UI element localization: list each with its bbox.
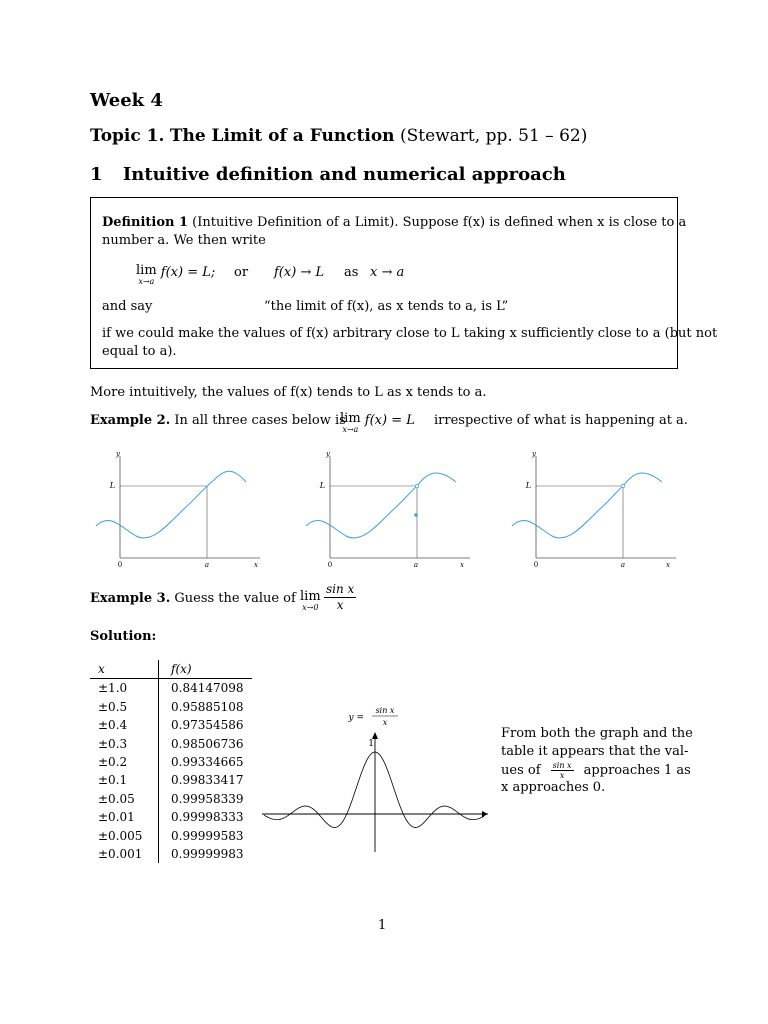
cell-x: ±0.005 bbox=[98, 828, 143, 843]
graph-2-a-label: a bbox=[413, 561, 419, 569]
graph-3-a-label: a bbox=[620, 561, 626, 569]
sinc-y-arrowhead bbox=[372, 732, 378, 739]
cell-fx: 0.95885108 bbox=[159, 698, 252, 716]
topic-label: Topic 1. bbox=[90, 126, 165, 146]
cell-x: ±0.2 bbox=[98, 755, 128, 770]
table-row bbox=[90, 845, 252, 863]
limit-operator: lim x→a bbox=[136, 263, 157, 286]
cell-x: ±0.001 bbox=[98, 847, 143, 862]
graph-3-curve-right bbox=[623, 473, 662, 486]
example3-text: Guess the value of bbox=[174, 591, 296, 606]
definition-condition-2: equal to a). bbox=[102, 344, 177, 359]
example2-text-a: In all three cases below is bbox=[174, 413, 346, 428]
cell-x: ±0.1 bbox=[98, 773, 128, 788]
table-row bbox=[90, 716, 252, 734]
conclusion-ues-of: ues of bbox=[501, 763, 541, 778]
graph-2-y-label: y bbox=[326, 450, 330, 458]
graph-3-L-label: L bbox=[525, 481, 531, 490]
topic-title: The Limit of a Function bbox=[169, 126, 395, 146]
example3-limit bbox=[300, 590, 321, 612]
sinc-graph bbox=[260, 702, 492, 862]
topic-reference: (Stewart, pp. 51 – 62) bbox=[399, 126, 588, 146]
cell-x: ±0.5 bbox=[98, 699, 128, 714]
cell-x: ±0.3 bbox=[98, 736, 128, 751]
limit-graphs bbox=[90, 446, 680, 576]
conclusion-line-3 bbox=[501, 761, 691, 780]
header-x: x bbox=[90, 660, 159, 679]
week-heading: Week 4 bbox=[90, 90, 163, 111]
header-fx: f(x) bbox=[159, 660, 252, 679]
graph-3 bbox=[512, 450, 676, 569]
graph-1-y-label: y bbox=[116, 450, 120, 458]
graph-2-x-label: x bbox=[460, 561, 464, 569]
conclusion-line-1: From both the graph and the bbox=[501, 726, 693, 741]
graph-3-x-label: x bbox=[666, 561, 670, 569]
example2-label: Example 2. bbox=[90, 413, 171, 428]
section-number: 1 bbox=[90, 164, 103, 185]
graph-1 bbox=[96, 450, 260, 569]
example2-limit-expression: f(x) = L bbox=[364, 413, 415, 428]
section-heading bbox=[90, 164, 566, 185]
example2-lead bbox=[90, 412, 346, 430]
example2-limit-operator: lim x→a bbox=[340, 411, 361, 434]
solution-label: Solution: bbox=[90, 629, 157, 644]
graph-2 bbox=[306, 450, 470, 569]
sinc-numerator: sin x bbox=[375, 706, 395, 715]
cell-fx: 0.84147098 bbox=[159, 679, 252, 698]
sinc-denominator: x bbox=[382, 718, 388, 727]
example3-label: Example 3. bbox=[90, 591, 171, 606]
cell-fx: 0.97354586 bbox=[159, 716, 252, 734]
definition-and-say: and say bbox=[102, 299, 153, 314]
cell-x: ±0.4 bbox=[98, 718, 128, 733]
topic-heading bbox=[90, 126, 587, 146]
conclusion-line-4: x approaches 0. bbox=[501, 780, 606, 795]
definition-intro-text: Suppose f(x) is defined when x is close to a bbox=[402, 215, 687, 230]
cell-fx: 0.99998333 bbox=[159, 808, 252, 826]
graph-2-point bbox=[414, 513, 418, 517]
example3-limit-operator: lim x→0 bbox=[300, 589, 321, 612]
table-header-row bbox=[90, 660, 252, 679]
cell-fx: 0.99999983 bbox=[159, 845, 252, 863]
example2-text-b: irrespective of what is happening at a. bbox=[434, 413, 688, 428]
sinc-x-arrowhead bbox=[482, 811, 488, 817]
graph-2-L-label: L bbox=[319, 481, 325, 490]
table-row bbox=[90, 808, 252, 826]
conclusion-fraction: $\frac{\text{sin x}}{x}$ bbox=[552, 761, 572, 780]
cell-fx: 0.98506736 bbox=[159, 735, 252, 753]
conclusion-line-2: table it appears that the val- bbox=[501, 744, 689, 759]
graph-2-hole bbox=[415, 484, 419, 488]
example3-lead bbox=[90, 590, 296, 608]
graph-1-a-label: a bbox=[204, 561, 210, 569]
definition-arrow-expr: f(x) → L bbox=[274, 265, 325, 280]
intuitive-line: More intuitively, the values of f(x) tends to L as x tends to a. bbox=[90, 385, 487, 400]
graph-2-origin-label: 0 bbox=[327, 561, 333, 569]
example2-limit bbox=[340, 412, 415, 434]
graph-2-curve-left bbox=[306, 486, 417, 538]
definition-x-to-a: x → a bbox=[370, 265, 405, 280]
definition-quote: “the limit of f(x), as x tends to a, is L” bbox=[264, 299, 509, 314]
cell-fx: 0.99833417 bbox=[159, 771, 252, 789]
table-row bbox=[90, 753, 252, 771]
graph-3-hole bbox=[621, 484, 625, 488]
cell-fx: 0.99999583 bbox=[159, 827, 252, 845]
values-table bbox=[90, 660, 252, 863]
conclusion-approaches: approaches 1 as bbox=[583, 763, 691, 778]
sinc-y-label: y = bbox=[348, 713, 364, 723]
table-row bbox=[90, 790, 252, 808]
cell-x: ±0.01 bbox=[98, 810, 135, 825]
sinc-one-label: 1 bbox=[368, 739, 374, 749]
cell-x: ±1.0 bbox=[98, 681, 128, 696]
example3-fraction bbox=[324, 582, 356, 613]
table-row bbox=[90, 679, 252, 698]
table-row bbox=[90, 771, 252, 789]
graph-1-origin-label: 0 bbox=[117, 561, 123, 569]
graph-1-curve bbox=[96, 471, 246, 538]
definition-condition-1: if we could make the values of f(x) arbitrary close to L taking x sufficiently close to a (but not bbox=[102, 326, 718, 341]
graph-3-curve-left bbox=[512, 486, 623, 538]
table-row bbox=[90, 735, 252, 753]
definition-or: or bbox=[234, 265, 249, 280]
graph-2-curve-right bbox=[417, 473, 456, 486]
cell-fx: 0.99334665 bbox=[159, 753, 252, 771]
definition-intro-2: number a. We then write bbox=[102, 233, 266, 248]
definition-label: Definition 1 bbox=[102, 215, 189, 230]
limit-expression: f(x) = L; bbox=[160, 265, 216, 280]
table-row bbox=[90, 698, 252, 716]
definition-limit-formula bbox=[136, 264, 215, 286]
table-row bbox=[90, 827, 252, 845]
section-title: Intuitive definition and numerical approach bbox=[122, 164, 566, 185]
graph-3-y-label: y bbox=[532, 450, 536, 458]
sinc-curve bbox=[264, 752, 484, 827]
graph-1-x-label: x bbox=[254, 561, 258, 569]
cell-fx: 0.99958339 bbox=[159, 790, 252, 808]
graph-1-L-label: L bbox=[109, 481, 115, 490]
cell-x: ±0.05 bbox=[98, 791, 135, 806]
definition-intro-1 bbox=[102, 214, 686, 232]
definition-name: (Intuitive Definition of a Limit). bbox=[192, 215, 399, 230]
example3-numerator: sin x bbox=[326, 582, 355, 596]
graph-3-origin-label: 0 bbox=[533, 561, 539, 569]
definition-as: as bbox=[344, 265, 359, 280]
page-number: 1 bbox=[378, 918, 387, 933]
example3-denominator: x bbox=[336, 598, 344, 612]
